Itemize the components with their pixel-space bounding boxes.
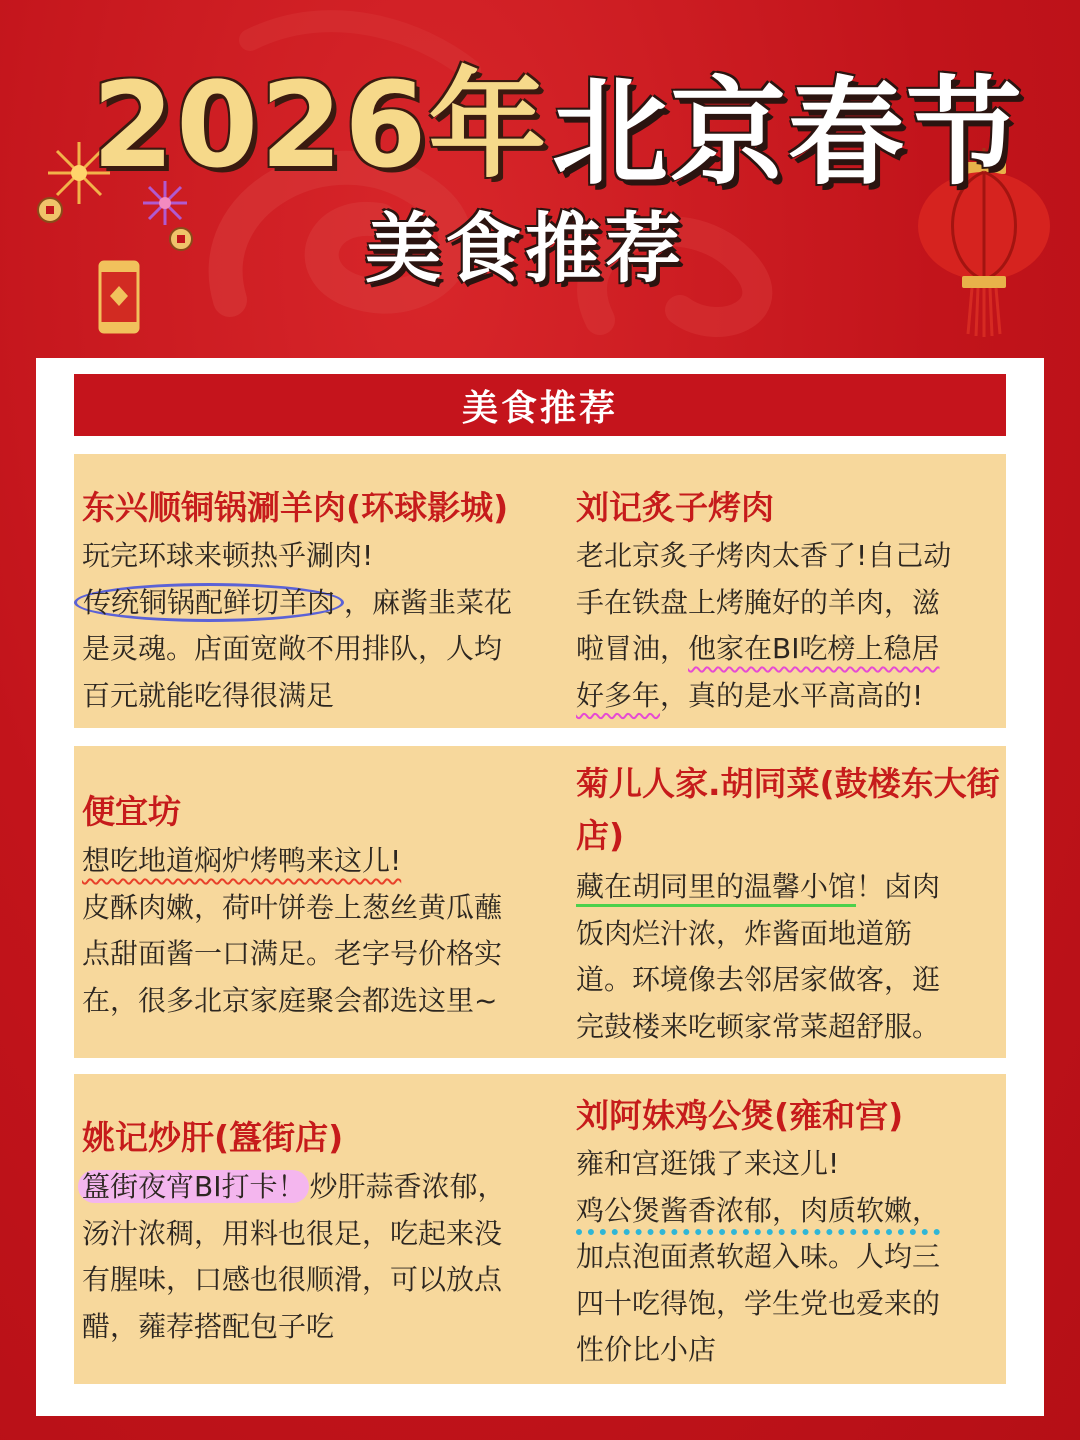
restaurant-name: 刘记炙子烤肉 [576, 488, 774, 527]
restaurant-description [576, 1141, 940, 1374]
firecracker-icon [98, 256, 140, 336]
description-line: 雍和宫逛饿了来这儿! [576, 1147, 840, 1180]
restaurant-description [82, 533, 512, 719]
description-line: 是灵魂。店面宽敞不用排队，人均 [82, 632, 503, 665]
recommendation-card [36, 358, 1044, 1416]
title-year: 2026年 [92, 56, 549, 194]
highlight-underline: 他家在BI吃榜上稳居 [688, 632, 940, 665]
description-fragment: 啦冒油， [576, 632, 689, 665]
description-fragment: ！卤肉 [856, 870, 941, 903]
restaurant-card [74, 746, 568, 1058]
description-line: 道。环境像去邻居家做客，逛 [576, 963, 941, 996]
restaurant-card [74, 1074, 568, 1384]
description-line [576, 673, 951, 720]
restaurant-name: 东兴顺铜锅涮羊肉(环球影城) [82, 488, 509, 527]
highlight-circle: 传统铜锅配鲜切羊肉 [74, 583, 344, 622]
highlight-underline: 好多年 [576, 678, 661, 712]
restaurant-description [82, 838, 502, 1024]
highlight-underline: 想吃地道焖炉烤鸭来这儿! [82, 844, 402, 877]
restaurant-description [576, 864, 940, 1050]
description-line [82, 838, 502, 885]
description-line: 醋，蕹荐搭配包子吃 [82, 1309, 335, 1343]
description-line [82, 580, 512, 627]
description-line: 完鼓楼来吃顿家常菜超舒服。 [576, 1009, 941, 1043]
description-line: 点甜面酱一口满足。老字号价格实 [82, 937, 503, 970]
restaurant-card [74, 454, 568, 728]
restaurant-name: 姚记炒肝(簋街店) [82, 1118, 344, 1157]
description-fragment: ，真的是水平高高的! [660, 678, 924, 712]
restaurant-description [576, 533, 951, 719]
description-line: 汤汁浓稠，用料也很足，吃起来没 [82, 1216, 503, 1250]
section-banner: 美食推荐 [74, 374, 1006, 436]
header [0, 0, 1080, 350]
description-fragment: 炒肝蒜香浓郁， [309, 1170, 506, 1203]
highlight-underline: 藏在胡同里的温馨小馆 [576, 870, 857, 903]
description-line: 在，很多北京家庭聚会都选这里~ [82, 983, 498, 1017]
description-line [82, 1164, 505, 1211]
description-line: 玩完环球来顿热乎涮肉! [82, 539, 374, 572]
restaurant-card [568, 454, 1006, 728]
restaurant-name: 便宜坊 [82, 792, 181, 831]
description-line [576, 626, 951, 673]
description-line: 有腥味，口感也很顺滑，可以放点 [82, 1263, 503, 1296]
description-line: 加点泡面煮软超入味。人均三 [576, 1240, 941, 1273]
description-line: 皮酥肉嫩，荷叶饼卷上葱丝黄瓜蘸 [82, 890, 503, 924]
page-title: 北京春节 [552, 66, 1024, 201]
coin-icon [36, 196, 64, 224]
restaurant-card [568, 746, 1006, 1058]
description-line: 饭肉烂汁浓，炸酱面地道筋 [576, 916, 913, 950]
highlight-underline: 鸡公煲酱香浓郁，肉质软嫩， [576, 1193, 941, 1227]
description-line: 手在铁盘上烤腌好的羊肉，滋 [576, 585, 941, 619]
highlight-marker: 簋街夜宵BI打卡！ [78, 1170, 309, 1203]
restaurant-description [82, 1164, 505, 1350]
page-subtitle: 美食推荐 [365, 204, 685, 293]
description-fragment: ，麻酱韭菜花 [344, 585, 513, 619]
description-line: 老北京炙子烤肉太香了!自己动 [576, 539, 952, 572]
description-line [576, 1188, 940, 1235]
coin-icon [168, 226, 194, 252]
description-line: 四十吃得饱，学生党也爱来的 [576, 1286, 941, 1320]
restaurant-card [568, 1074, 1006, 1384]
description-line: 性价比小店 [576, 1333, 717, 1366]
restaurant-name: 菊儿人家.胡同菜(鼓楼东大街店) [576, 764, 1000, 855]
restaurant-name: 刘阿妹鸡公煲(雍和宫) [576, 1096, 904, 1135]
description-line: 百元就能吃得很满足 [82, 678, 335, 712]
description-line [576, 864, 940, 911]
